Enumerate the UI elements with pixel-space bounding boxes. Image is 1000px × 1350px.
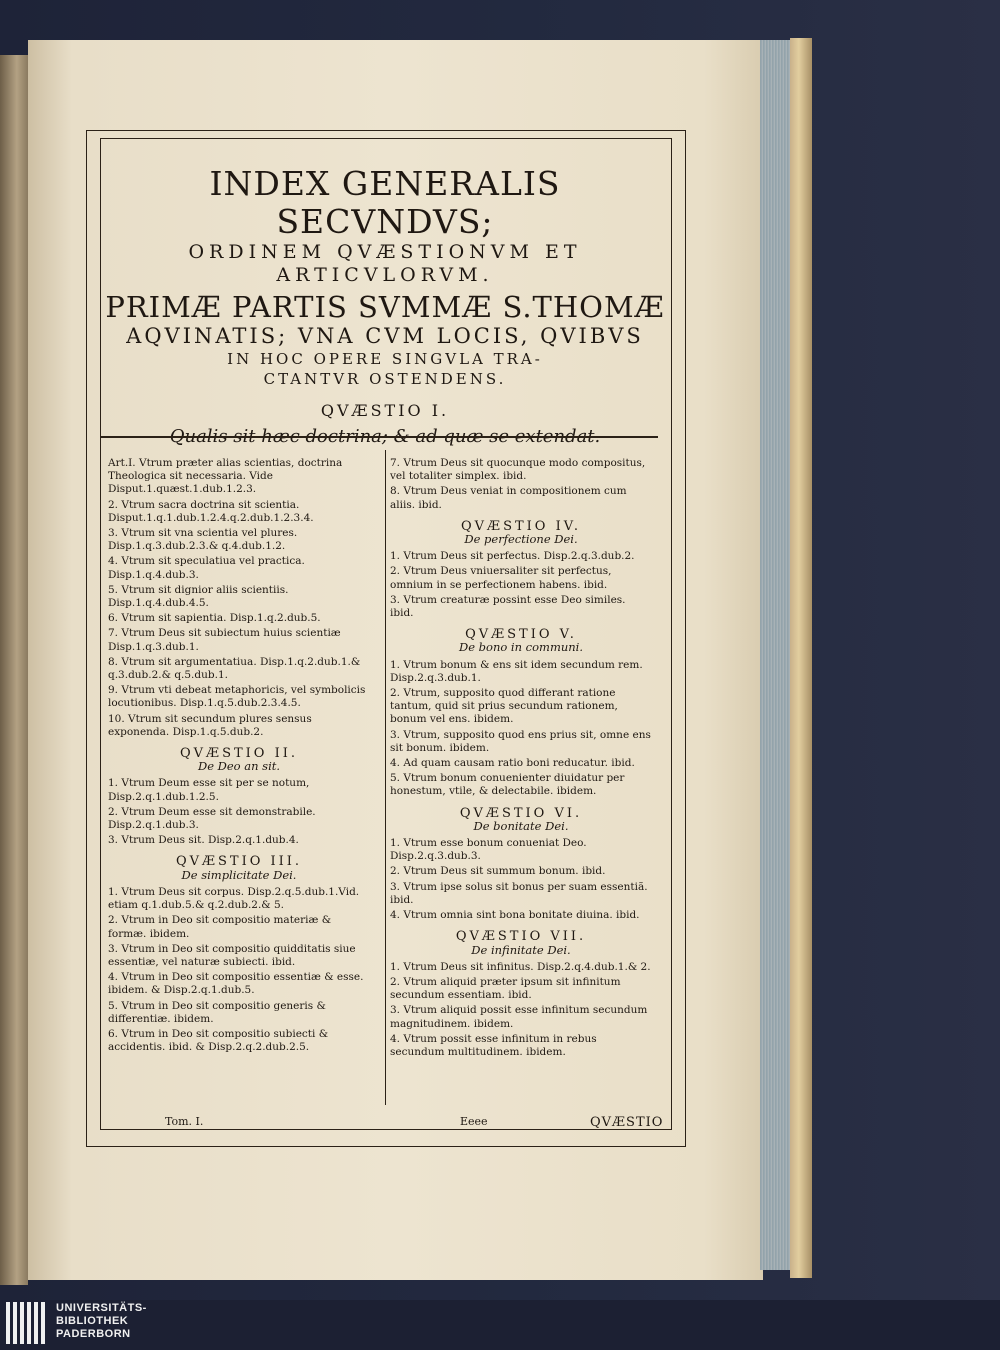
list-item: 3. Vtrum ipse solus sit bonus per suam essentiã. ibid.	[390, 880, 648, 906]
list-item: 5. Vtrum bonum conuenienter diuidatur per honestum, vtile, & delectabile. ibidem.	[390, 772, 625, 798]
list-item: 6. Vtrum sit sapientia. Disp.1.q.2.dub.5.	[108, 612, 321, 625]
list-item: 3. Vtrum in Deo sit compositio quidditatis siue essentiæ, vel naturæ subiecti. ibid.	[108, 942, 356, 968]
list-item: 2. Vtrum Deus vniuersaliter sit perfectus, omnium in se perfectionem habens. ibid.	[390, 565, 612, 591]
list-item: 2. Vtrum sacra doctrina sit scientia. Disput.1.q.1.dub.1.2.4.q.2.dub.1.2.3.4.	[108, 498, 314, 524]
list-item: 8. Vtrum sit argumentatiua. Disp.1.q.2.dub.1.& q.3.dub.2.& q.5.dub.1.	[108, 655, 361, 682]
list-item: 1. Vtrum Deus sit corpus. Disp.2.q.5.dub.1.Vid. etiam q.1.dub.5.& q.2.dub.2.& 5.	[108, 885, 360, 912]
title-line-4: PRIMÆ PARTIS SVMMÆ S.THOMÆ	[105, 290, 665, 324]
list-item: 8. Vtrum Deus veniat in compositionem cum aliis. ibid.	[390, 485, 627, 511]
list-item: 2. Vtrum Deum esse sit demonstrabile. Disp.2.q.1.dub.3.	[108, 805, 316, 832]
list-item: 4. Vtrum possit esse infinitum in rebus secundum multitudinem. ibidem.	[390, 1032, 597, 1058]
q7-subtitle: De infinitate Dei.	[471, 942, 571, 957]
q3-heading: QVÆSTIO III.	[175, 854, 303, 870]
q6-heading: QVÆSTIO VI.	[459, 805, 583, 821]
library-line-3: PADERBORN	[56, 1328, 131, 1340]
list-item: 5. Vtrum in Deo sit compositio generis & differentiæ. ibidem.	[108, 999, 326, 1025]
title-line-3: ARTICVLORVM.	[276, 264, 494, 286]
list-item: 2. Vtrum in Deo sit compositio materiæ & formæ. ibidem.	[108, 914, 332, 940]
header-rule	[100, 436, 658, 438]
list-item: 4. Vtrum in Deo sit compositio essentiæ & esse. ibidem. & Disp.2.q.1.dub.5.	[108, 971, 364, 997]
column-divider	[385, 450, 386, 1105]
list-item: 1. Vtrum esse bonum conueniat Deo. Disp.2.q.3.dub.3.	[390, 837, 587, 863]
list-item: 1. Vtrum Deus sit infinitus. Disp.2.q.4.dub.1.& 2.	[390, 960, 651, 973]
list-item: 3. Vtrum creaturæ possint esse Deo similes. ibid.	[390, 593, 626, 620]
list-item: 4. Vtrum omnia sint bona bonitate diuina. ibid.	[390, 909, 640, 922]
list-item: 9. Vtrum vti debeat metaphoricis, vel symbolicis locutionibus. Disp.1.q.5.dub.2.3.4.5.	[108, 684, 366, 710]
list-item: 1. Vtrum bonum & ens sit idem secundum rem. Disp.2.q.3.dub.1.	[390, 658, 643, 684]
list-item: 4. Vtrum sit speculatiua vel practica. Disp.1.q.4.dub.3.	[108, 555, 305, 581]
q5-subtitle: De bono in communi.	[458, 640, 583, 655]
question-heading: QVÆSTIO I.	[320, 401, 450, 420]
library-name	[56, 1302, 147, 1341]
library-logo	[6, 1302, 45, 1344]
footer-volume: Tom. I.	[165, 1115, 204, 1128]
title-line-1: INDEX GENERALIS SECVNDVS;	[209, 164, 561, 241]
title-line-5: AQVINATIS; VNA CVM LOCIS, QVIBVS	[126, 324, 644, 348]
list-item: 2. Vtrum Deus sit summum bonum. ibid.	[390, 865, 606, 878]
title-line-2: ORDINEM QVÆSTIONVM ET	[188, 241, 582, 263]
list-item: 1. Vtrum Deum esse sit per se notum, Disp.2.q.1.dub.1.2.5.	[108, 777, 310, 803]
list-item: Art.I. Vtrum præter alias scientias, doctrina Theologica sit necessaria. Vide Disput.1.quæst.1.dub.1.2.3.	[108, 457, 343, 496]
list-item: 3. Vtrum Deus sit. Disp.2.q.1.dub.4.	[108, 834, 299, 847]
title-block	[100, 165, 670, 447]
q2-subtitle: De Deo an sit.	[197, 759, 281, 774]
library-line-2: BIBLIOTHEK	[56, 1315, 129, 1327]
library-banner	[0, 1300, 1000, 1350]
list-item: 2. Vtrum aliquid præter ipsum sit infinitum secundum essentiam. ibid.	[390, 975, 621, 1002]
q3-subtitle: De simplicitate Dei.	[181, 867, 297, 882]
right-column	[390, 455, 652, 1060]
library-line-1: UNIVERSITÄTS-	[56, 1302, 147, 1314]
title-line-6: IN HOC OPERE SINGVLA TRA-	[227, 350, 543, 368]
q5-heading: QVÆSTIO V.	[465, 627, 577, 643]
list-item: 6. Vtrum in Deo sit compositio subiecti & accidentis. ibid. & Disp.2.q.2.dub.2.5.	[108, 1027, 329, 1054]
q7-heading: QVÆSTIO VII.	[455, 929, 587, 945]
q6-subtitle: De bonitate Dei.	[473, 818, 569, 833]
left-column	[108, 455, 370, 1055]
q2-heading: QVÆSTIO II.	[180, 746, 298, 762]
left-page-edge	[0, 55, 28, 1285]
book-cover	[790, 38, 812, 1278]
question-title: Qualis sit hæc doctrina; & ad quæ se extendat.	[169, 426, 601, 447]
list-item: 2. Vtrum, supposito quod differant ratione tantum, quid sit prius secundum rationem, bonum vel ens. ibidem.	[390, 687, 618, 726]
q1-list	[108, 457, 370, 739]
list-item: 7. Vtrum Deus sit subiectum huius scientiæ Disp.1.q.3.dub.1.	[108, 627, 341, 653]
list-item: 10. Vtrum sit secundum plures sensus exponenda. Disp.1.q.5.dub.2.	[108, 712, 312, 738]
list-item: 3. Vtrum aliquid possit esse infinitum secundum magnitudinem. ibidem.	[390, 1004, 648, 1030]
list-item: 3. Vtrum sit vna scientia vel plures. Disp.1.q.3.dub.2.3.& q.4.dub.1.2.	[108, 527, 298, 553]
list-item: 4. Ad quam causam ratio boni reducatur. ibid.	[390, 757, 635, 770]
list-item: 3. Vtrum, supposito quod ens prius sit, omne ens sit bonum. ibidem.	[390, 728, 651, 754]
list-item: 1. Vtrum Deus sit perfectus. Disp.2.q.3.dub.2.	[390, 550, 635, 563]
q4-subtitle: De perfectione Dei.	[464, 532, 578, 547]
footer-signature: Eeee	[460, 1115, 488, 1128]
title-line-7: CTANTVR OSTENDENS.	[263, 370, 507, 388]
list-item: 7. Vtrum Deus sit quocunque modo compositus, vel totaliter simplex. ibid.	[390, 457, 646, 483]
footer-catchword: QVÆSTIO	[590, 1115, 664, 1130]
list-item: 5. Vtrum sit dignior aliis scientiis. Disp.1.q.4.dub.4.5.	[108, 583, 289, 610]
q4-heading: QVÆSTIO IV.	[461, 518, 581, 534]
